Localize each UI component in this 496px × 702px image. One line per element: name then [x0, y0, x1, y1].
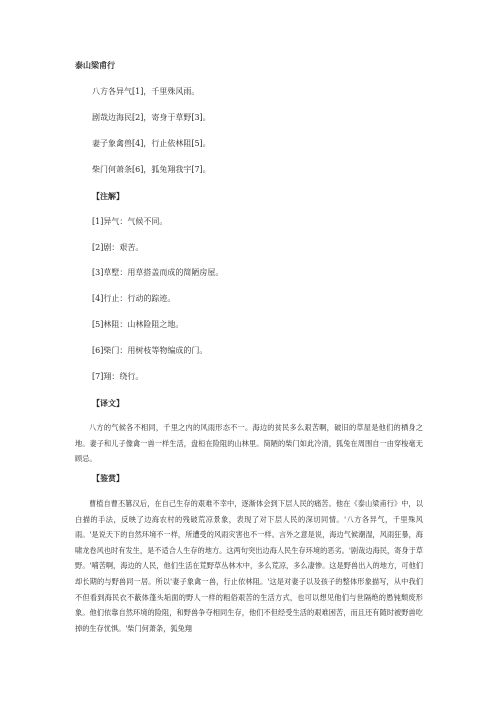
translation-heading: 【译文】 [92, 398, 124, 408]
note-item: [6]柴门：用树枝等物编成的门。 [92, 346, 208, 355]
translation-paragraph: 八方的气候各不相同，千里之内的风雨形态不一。海边的贫民多么艰苦啊，破旧的草屋是他们的栖身之地。妻子和儿子像禽一兽一样生活，盘桓在险阻的山林里。简陋的柴门如此冷清，狐兔在周围自一由穿梭毫无顾忌。 [75, 423, 423, 464]
poem-line: 妻子象禽兽[4]，行止依林阻[5]。 [92, 139, 211, 148]
appreciation-heading: 【鉴赏】 [92, 473, 124, 483]
note-item: [2]剧：艰苦。 [92, 243, 144, 252]
note-item: [5]林阻：山林险阻之地。 [92, 320, 184, 329]
note-item: [7]翔：绕行。 [92, 372, 144, 381]
poem-line: 柴门何萧条[6]，狐兔翔我宇[7]。 [92, 165, 211, 174]
note-item: [3]草墅：用草搭盖而成的简陋房屋。 [92, 268, 224, 277]
appreciation-paragraph: 曹植自曹丕篡汉后，在自己生存的艰难不幸中，逐渐体会到下层人民的痛苦。他在《泰山梁甫行》中，以白描的手法，反映了边海农村的残破荒凉景象，表现了对下层人民的深切同情。'八方各异气，千里殊风雨。'是说天下的自然环境不一样，所遭受的风雨灾害也不一样。言外之意是说，海边气候潮湿，风雨狂暴，海啸龙卷风也时有发生，是不适合人生存的地方。这两句突出边海人民生存环境的恶劣。'剧哉边海民，寄身于草野。'哺苦啊，海边的人民，他们生活在荒野草丛林木中，多么荒凉，多么凄惨。这是野兽出入的地方，可他们却长期的与野兽同一居。所以'妻子象禽一兽，行止依林阻。'这是对妻子以及孩子的整体形象描写，从中我们不但看到海民衣不蔽体蓬头垢面的野人一样的粗俗艰苦的生活方式，也可以想见他们与世隔绝的愚钝颓废形象。他们依靠自然环境的险阻，和野兽争夺相同生存，他们不但经受生活的艰难困苦，而且还有随时被野兽吃掉的生存忧惧。'柴门何萧条，狐兔翔 [75, 499, 423, 633]
poem-title: 泰山梁甫行 [75, 60, 115, 70]
note-item: [4]行止：行动的踪迹。 [92, 294, 176, 303]
note-item: [1]异气：气候不同。 [92, 217, 168, 226]
poem-line: 八方各异气[1]，千里殊风雨。 [92, 87, 200, 96]
poem-line: 剧哉边海民[2]，寄身于草野[3]。 [92, 113, 211, 122]
notes-heading: 【注解】 [92, 191, 124, 201]
